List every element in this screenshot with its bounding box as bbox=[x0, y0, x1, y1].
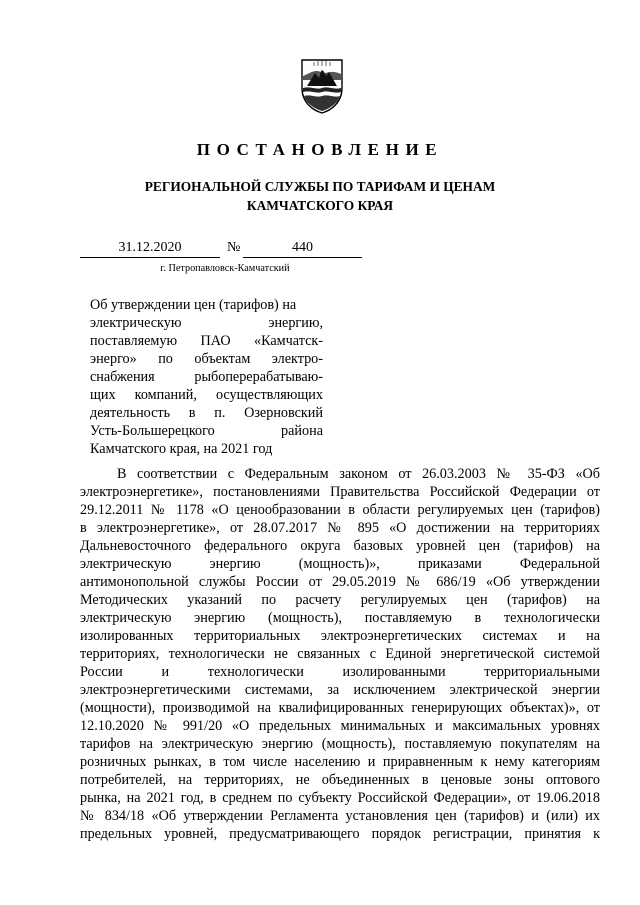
body-line: электроэнергетическими системами, за исключением электрической энергии bbox=[80, 682, 600, 698]
body-line: потребителей, на территориях, не объединенных в ценовые зоны оптового bbox=[80, 772, 600, 788]
document-body bbox=[80, 465, 600, 843]
body-line: тарифов на электрическую энергию (мощность), поставляемую покупателям на bbox=[80, 736, 600, 752]
body-line: № 834/18 «Об утверждении Регламента установления цен (тарифов) и (или) их bbox=[80, 808, 600, 824]
subject-line: щих компаний, осуществляющих bbox=[90, 387, 323, 403]
body-line: предельных уровней, предусматривающего порядок регистрации, принятия к bbox=[80, 826, 600, 842]
body-line: В соответствии с Федеральным законом от 26.03.2003 № 35-ФЗ «Об bbox=[117, 466, 600, 482]
body-line: России и технологически изолированными территориальными bbox=[80, 664, 600, 680]
subject-line: поставляемую ПАО «Камчатск- bbox=[90, 333, 323, 349]
subject-line: снабжения рыбоперерабатываю- bbox=[90, 369, 323, 385]
body-line: антимонопольной службы России от 29.05.2019 № 686/19 «Об утверждении bbox=[80, 574, 600, 590]
body-line: изолированных территориальных электроэнергетических системах и на bbox=[80, 628, 600, 644]
body-line: (мощности), производимой на квалифицированных генерирующих объектах)», от bbox=[80, 700, 600, 716]
subject-line: деятельность в п. Озерновский bbox=[90, 405, 323, 421]
subject-line: энерго» по объектам электро- bbox=[90, 351, 323, 367]
body-line: розничных рынках, в том числе населению и приравненным к нему категориям bbox=[80, 754, 600, 770]
body-line: в электроэнергетике», от 28.07.2017 № 895 «О достижении на территориях bbox=[80, 520, 600, 536]
body-line: Методических указаний по расчету регулируемых цен (тарифов) на bbox=[80, 592, 600, 608]
subject-line: Усть-Большерецкого района bbox=[90, 423, 323, 439]
issuing-authority bbox=[0, 177, 640, 215]
kamchatka-coat-of-arms-icon bbox=[298, 56, 346, 114]
subject-line: Об утверждении цен (тарифов) на bbox=[90, 297, 297, 313]
body-line: рынка, на 2021 год, в среднем по субъекту Российской Федерации», от 19.06.2018 bbox=[80, 790, 600, 806]
document-date: 31.12.2020 bbox=[80, 238, 220, 258]
body-line: 12.10.2020 № 991/20 «О предельных минимальных и максимальных уровнях bbox=[80, 718, 600, 734]
body-line: электрическую энергию (мощность)», приказами Федеральной bbox=[80, 556, 600, 572]
document-number: 440 bbox=[243, 238, 362, 258]
body-line: электрическую энергию (мощность), поставляемую в технологически bbox=[80, 610, 600, 626]
subject-line: электрическую энергию, bbox=[90, 315, 323, 331]
issuing-authority-line-1: РЕГИОНАЛЬНОЙ СЛУЖБЫ ПО ТАРИФАМ И ЦЕНАМ bbox=[144, 179, 496, 194]
body-line: электроэнергетике», постановлениями Правительства Российской Федерации от bbox=[80, 484, 600, 500]
issuing-authority-line-2: КАМЧАТСКОГО КРАЯ bbox=[246, 198, 394, 213]
body-line: 29.12.2011 № 1178 «О ценообразовании в области регулируемых цен (тарифов) bbox=[80, 502, 600, 518]
document-title: ПОСТАНОВЛЕНИЕ bbox=[196, 140, 444, 159]
document-city: г. Петропавловск-Камчатский bbox=[160, 263, 290, 274]
body-line: Дальневосточного федерального округа базовых уровней цен (тарифов) на bbox=[80, 538, 600, 554]
body-line: территориях, технологически не связанных с Единой энергетической системой bbox=[80, 646, 600, 662]
subject-line: Камчатского края, на 2021 год bbox=[90, 441, 273, 457]
number-sign: № bbox=[227, 240, 241, 255]
document-subject bbox=[90, 296, 323, 458]
